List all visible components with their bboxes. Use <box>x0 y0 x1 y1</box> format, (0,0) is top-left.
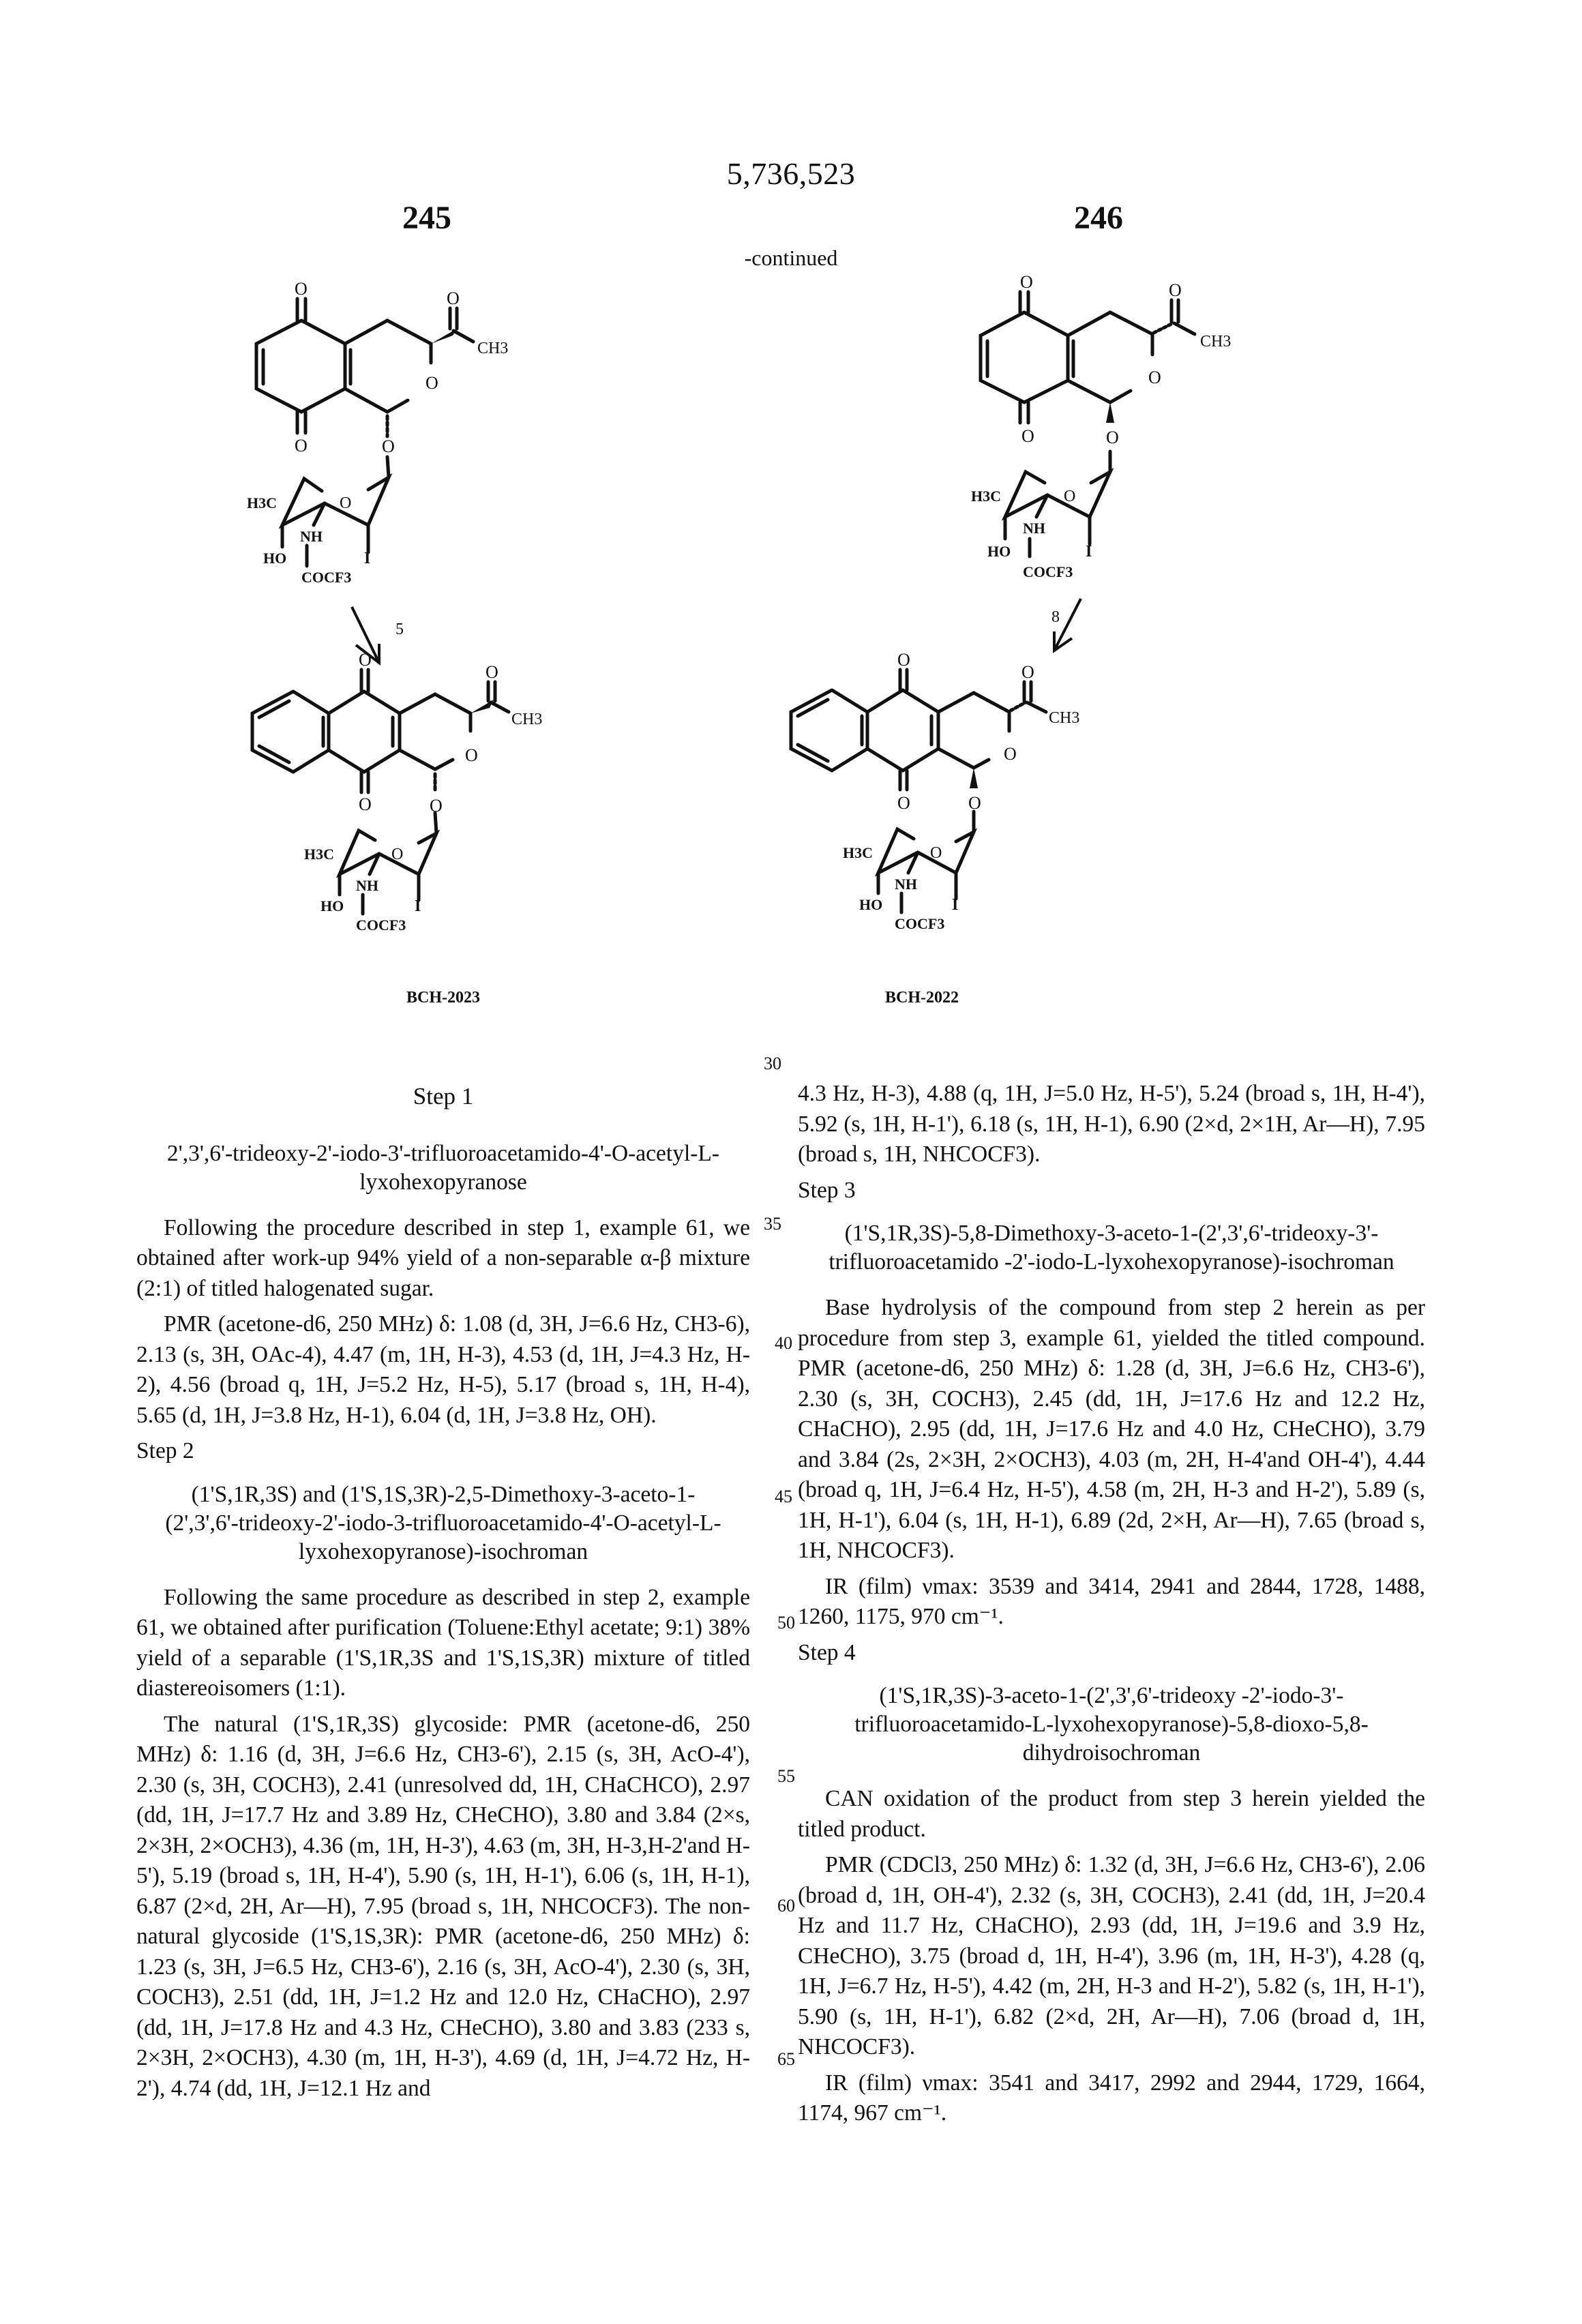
svg-text:O: O <box>447 288 460 308</box>
step4-ir: IR (film) νmax: 3541 and 3417, 2992 and 2944, 1729, 1664, 1174, 967 cm⁻¹. <box>798 2070 1425 2126</box>
structure-bch-2022 <box>784 650 1166 1023</box>
patent-number: 5,736,523 <box>726 156 856 191</box>
svg-text:O: O <box>391 846 404 863</box>
svg-text:I: I <box>364 550 371 567</box>
left-text-column <box>136 1069 750 2109</box>
step1-paragraph: Following the procedure described in step 1, example 61, we obtained after work-up 94% yield of a non-separable α-β mixture (2:1) of titled halogenated sugar. <box>136 1215 750 1301</box>
svg-text:I: I <box>1086 543 1092 561</box>
svg-text:CH3: CH3 <box>477 340 509 357</box>
step2-paragraph: Following the same procedure as described in step 2, example 61, we obtained after purification (Toluene:Ethyl acetate; 9:1) 38% yield of a separable (1'S,1R,3S and 1'S,1S,3R) mixture of titled diastereoisomers (1:1). <box>136 1584 750 1701</box>
line-number-30: 30 <box>764 1054 781 1073</box>
step3-heading: Step 3 <box>798 1177 856 1203</box>
svg-text:O: O <box>1064 488 1076 505</box>
line-number-65: 65 <box>777 2049 795 2069</box>
column-number-right: 246 <box>1074 200 1123 236</box>
structure-bch-2023 <box>245 650 627 1023</box>
svg-text:O: O <box>1020 272 1033 292</box>
line-number-45: 45 <box>775 1487 792 1506</box>
svg-text:HO: HO <box>859 896 883 913</box>
svg-text:O: O <box>1004 744 1017 764</box>
svg-text:O: O <box>359 794 372 814</box>
structure-top-right <box>886 252 1268 607</box>
step2-pmr: The natural (1'S,1R,3S) glycoside: PMR (acetone-d6, 250 MHz) δ: 1.16 (d, 3H, J=6.6 Hz, CH3-6'), 2.15 (s, 3H, AcO-4'), 2.30 (s, 3H, COCH3), 2.41 (unresolved dd, 1H, CHaCHCO), 2.97 (dd, 1H, J=17.7 Hz and 3.89 Hz, CHeCHO), 3.80 and 3.84 (2×s, 2×3H, 2×OCH3), 4.36 (m, 1H, H-3'), 4.63 (m, 3H, H-3,H-2'and H-5'), 5.19 (broad s, 1H, H-4'), 5.90 (s, 1H, H-1'), 6.06 (s, 1H, H-1), 6.87 (2×d, 2H, Ar—H), 7.95 (broad s, 1H, NHCOCF3). The non-natural glycoside (1'S,1S,3R): PMR (acetone-d6, 250 MHz) δ: 1.23 (s, 3H, J=6.5 Hz, CH3-6'), 2.16 (s, 3H, AcO-4'), 2.30 (s, 3H, COCH3), 2.51 (dd, 1H, J=1.2 Hz and 12.0 Hz, CHaCHO), 2.97 (dd, 1H, J=17.8 Hz and 4.3 Hz, CHeCHO), 3.80 and 3.83 (233 s, 2×3H, 2×OCH3), 4.30 (m, 1H, H-3'), 4.69 (d, 1H, J=4.72 Hz, H-2'), 4.74 (dd, 1H, J=12.1 Hz and <box>136 1711 750 2101</box>
svg-text:COCF3: COCF3 <box>1023 563 1073 580</box>
step3-ir: IR (film) νmax: 3539 and 3414, 2941 and 2844, 1728, 1488, 1260, 1175, 970 cm⁻¹. <box>798 1573 1425 1629</box>
svg-text:O: O <box>426 373 438 393</box>
svg-text:O: O <box>897 793 910 813</box>
svg-text:COCF3: COCF3 <box>895 915 945 932</box>
svg-text:CH3: CH3 <box>511 711 543 728</box>
svg-text:O: O <box>1169 280 1182 300</box>
svg-text:O: O <box>465 745 478 765</box>
structure-top-left <box>170 252 552 607</box>
line-number-35: 35 <box>764 1214 781 1234</box>
svg-text:HO: HO <box>320 897 344 914</box>
continued-label: -continued <box>744 245 838 270</box>
svg-text:O: O <box>340 494 352 512</box>
svg-text:CH3: CH3 <box>1200 333 1232 351</box>
svg-text:CH3: CH3 <box>1049 709 1080 727</box>
line-number-40: 40 <box>775 1333 792 1353</box>
svg-text:5: 5 <box>395 621 404 638</box>
svg-text:O: O <box>430 796 443 816</box>
svg-text:O: O <box>930 844 942 862</box>
svg-text:HO: HO <box>263 550 287 567</box>
svg-text:H3C: H3C <box>971 488 1001 505</box>
svg-text:H3C: H3C <box>843 844 873 861</box>
continuation-paragraph: 4.3 Hz, H-3), 4.88 (q, 1H, J=5.0 Hz, H-5'), 5.24 (broad s, 1H, H-4'), 5.92 (s, 1H, H-1'), 6.18 (s, 1H, H-1), 6.90 (2×d, 2×1H, Ar—H), 7.95 (broad s, 1H, NHCOCF3). <box>798 1081 1425 1167</box>
step1-title: 2',3',6'-trideoxy-2'-iodo-3'-trifluoroacetamido-4'-O-acetyl-L-lyxohexopyranose <box>166 1140 720 1195</box>
compound-label-bch-2023: BCH-2023 <box>406 989 480 1007</box>
column-number-left: 245 <box>402 200 451 236</box>
svg-text:HO: HO <box>987 543 1011 560</box>
compound-label-bch-2022: BCH-2022 <box>885 989 959 1007</box>
svg-text:O: O <box>295 436 308 456</box>
step1-heading: Step 1 <box>413 1083 474 1109</box>
line-number-50: 50 <box>777 1613 795 1633</box>
svg-text:O: O <box>1021 426 1034 446</box>
svg-text:O: O <box>1106 428 1119 447</box>
svg-text:O: O <box>295 279 308 299</box>
svg-text:H3C: H3C <box>247 494 277 511</box>
svg-text:NH: NH <box>895 876 917 893</box>
right-text-column <box>798 1069 1425 2134</box>
step4-paragraph: CAN oxidation of the product from step 3 herein yielded the titled product. <box>798 1786 1425 1842</box>
svg-text:O: O <box>486 662 498 682</box>
step3-pmr: Base hydrolysis of the compound from step 2 herein as per procedure from step 3, example 61, yielded the titled compound. PMR (acetone-d6, 250 MHz) δ: 1.28 (d, 3H, J=6.6 Hz, CH3-6'), 2.30 (s, 3H, COCH3), 2.45 (dd, 1H, J=17.6 Hz and 12.2 Hz, CHaCHO), 2.95 (dd, 1H, J=17.6 Hz and 4.0 Hz, CHeCHO), 3.79 and 3.84 (2s, 2×3H, 2×OCH3), 4.03 (m, 2H, H-4'and OH-4'), 4.44 (broad q, 1H, J=6.4 Hz, H-5'), 4.58 (m, 2H, H-3 and H-2'), 5.89 (s, 1H, H-1'), 6.04 (s, 1H, H-1), 6.89 (2d, 2×H, Ar—H), 7.65 (broad s, 1H, NHCOCF3). <box>798 1295 1425 1563</box>
svg-text:NH: NH <box>300 528 323 545</box>
svg-text:O: O <box>382 436 395 456</box>
svg-text:I: I <box>415 897 421 915</box>
step4-heading: Step 4 <box>798 1639 856 1665</box>
step2-heading: Step 2 <box>136 1438 194 1463</box>
step4-title: (1'S,1R,3S)-3-aceto-1-(2',3',6'-trideoxy -2'-iodo-3'-trifluoroacetamido-L-lyxohexopyranose)-5,8-dioxo-5,8-dihydroisochroman <box>854 1683 1369 1766</box>
step3-title: (1'S,1R,3S)-5,8-Dimethoxy-3-aceto-1-(2',3',6'-trideoxy-3'-trifluoroacetamido -2'-iodo-L-lyxohexopyranose)-isochroman <box>829 1221 1394 1275</box>
svg-text:O: O <box>359 650 372 670</box>
svg-text:NH: NH <box>1023 520 1045 537</box>
svg-text:H3C: H3C <box>304 846 334 863</box>
step2-title: (1'S,1R,3S) and (1'S,1S,3R)-2,5-Dimethoxy-3-aceto-1-(2',3',6'-trideoxy-2'-iodo-3-trifluoroacetamido-4'-O-acetyl-L-lyxohexopyranose)-isochroman <box>165 1481 721 1564</box>
svg-text:COCF3: COCF3 <box>356 917 406 934</box>
step4-pmr: PMR (CDCl3, 250 MHz) δ: 1.32 (d, 3H, J=6.6 Hz, CH3-6'), 2.06 (broad d, 1H, OH-4'), 2.32 (s, 3H, COCH3), 2.41 (dd, 1H, J=20.4 Hz and 11.7 Hz, CHaCHO), 2.93 (dd, 1H, J=19.6 and 3.9 Hz, CHeCHO), 3.75 (broad d, 1H, H-4'), 3.96 (m, 1H, H-3'), 4.28 (q, 1H, J=6.7 Hz, H-5'), 4.42 (m, 2H, H-3 and H-2'), 5.82 (s, 1H, H-1'), 5.90 (s, 1H, H-1'), 6.82 (2×d, 2H, Ar—H), 7.06 (broad d, 1H, NHCOCF3). <box>798 1852 1425 2059</box>
svg-text:O: O <box>1148 368 1161 387</box>
svg-text:O: O <box>968 793 981 813</box>
svg-text:I: I <box>952 896 959 914</box>
svg-text:8: 8 <box>1051 608 1060 626</box>
line-number-55: 55 <box>777 1766 795 1786</box>
svg-text:NH: NH <box>356 877 378 894</box>
svg-text:O: O <box>897 650 910 670</box>
svg-text:O: O <box>1021 662 1034 682</box>
line-number-60: 60 <box>777 1896 795 1916</box>
step1-pmr: PMR (acetone-d6, 250 MHz) δ: 1.08 (d, 3H, J=6.6 Hz, CH3-6), 2.13 (s, 3H, OAc-4), 4.47 (m, 1H, H-3), 4.53 (d, 1H, J=4.3 Hz, H-2), 4.56 (broad q, 1H, J=5.2 Hz, H-5), 5.17 (broad s, 1H, H-4), 5.65 (d, 1H, J=3.8 Hz, H-1), 6.04 (d, 1H, J=3.8 Hz, OH). <box>136 1311 750 1428</box>
svg-text:COCF3: COCF3 <box>301 569 352 586</box>
